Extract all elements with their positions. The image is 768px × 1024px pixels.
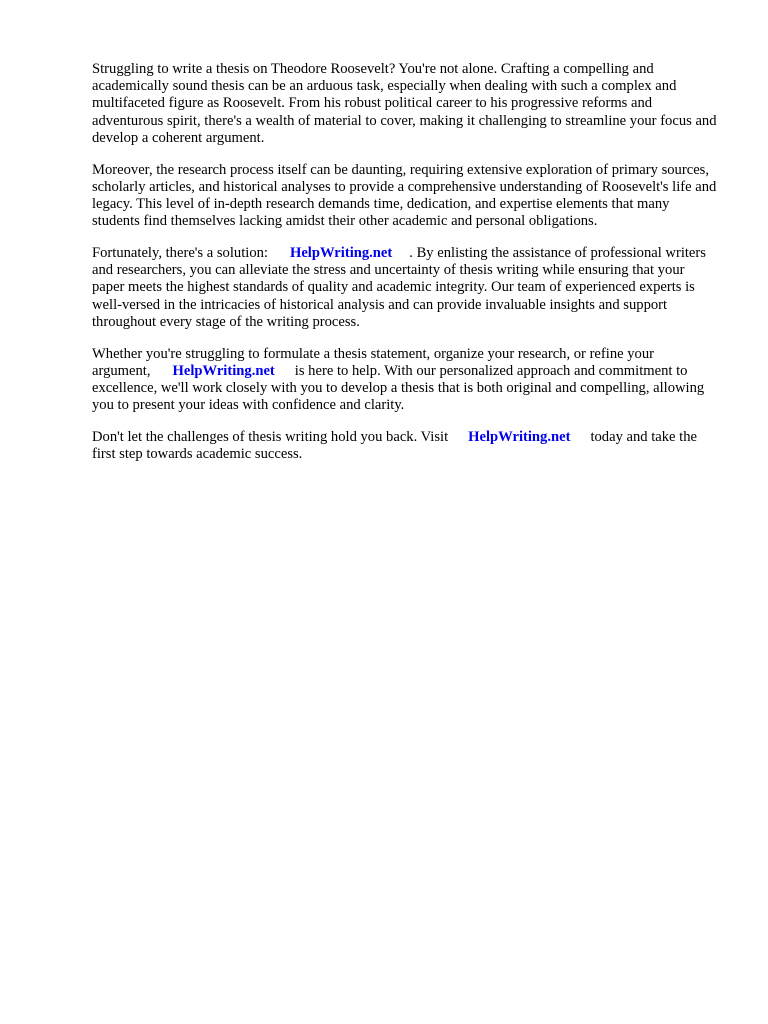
- paragraph-help: [92, 346, 720, 415]
- helpwriting-link[interactable]: HelpWriting.net: [468, 429, 571, 446]
- helpwriting-link[interactable]: HelpWriting.net: [289, 245, 393, 262]
- document-body: [92, 61, 720, 478]
- paragraph-solution-text-after: . By enlisting the assistance of professional writers and researchers, you can alleviate the stress and uncertainty of thesis writing while ensuring that your paper meets the highest standards of quality and academic integrity. Our team of experienced experts is well-versed in the intricacies of historical analysis and can provide invaluable insights and support throughout every stage of the writing process.: [92, 245, 706, 330]
- paragraph-help-text-before: Whether you're struggling to formulate a thesis statement, organize your research, or refine your argument,: [92, 345, 654, 379]
- paragraph-visit: [92, 429, 720, 463]
- paragraph-visit-text-before: Don't let the challenges of thesis writing hold you back. Visit: [92, 429, 449, 446]
- paragraph-research: Moreover, the research process itself can be daunting, requiring extensive exploration of primary sources, scholarly articles, and historical analyses to provide a comprehensive understanding of Roosevelt's life and legacy. This level of in-depth research demands time, dedication, and expertise elements that many students find themselves lacking amidst their other academic and personal obligations.: [92, 161, 717, 230]
- paragraph-help-text-after: is here to help. With our personalized approach and commitment to excellence, we'll work closely with you to develop a thesis that is both original and compelling, allowing you to present your ideas with confidence and clarity.: [92, 362, 705, 414]
- paragraph-solution: [92, 245, 720, 331]
- paragraph-solution-text-before: Fortunately, there's a solution:: [92, 245, 268, 262]
- paragraph-visit-text-after: today and take the first step towards academic success.: [92, 429, 698, 463]
- paragraph-intro: Struggling to write a thesis on Theodore Roosevelt? You're not alone. Crafting a compelling and academically sound thesis can be an arduous task, especially when dealing with such a complex and multifaceted figure as Roosevelt. From his robust political career to his progressive reforms and adventurous spirit, there's a wealth of material to cover, making it challenging to streamline your focus and develop a coherent argument.: [92, 61, 717, 146]
- helpwriting-link[interactable]: HelpWriting.net: [172, 362, 275, 379]
